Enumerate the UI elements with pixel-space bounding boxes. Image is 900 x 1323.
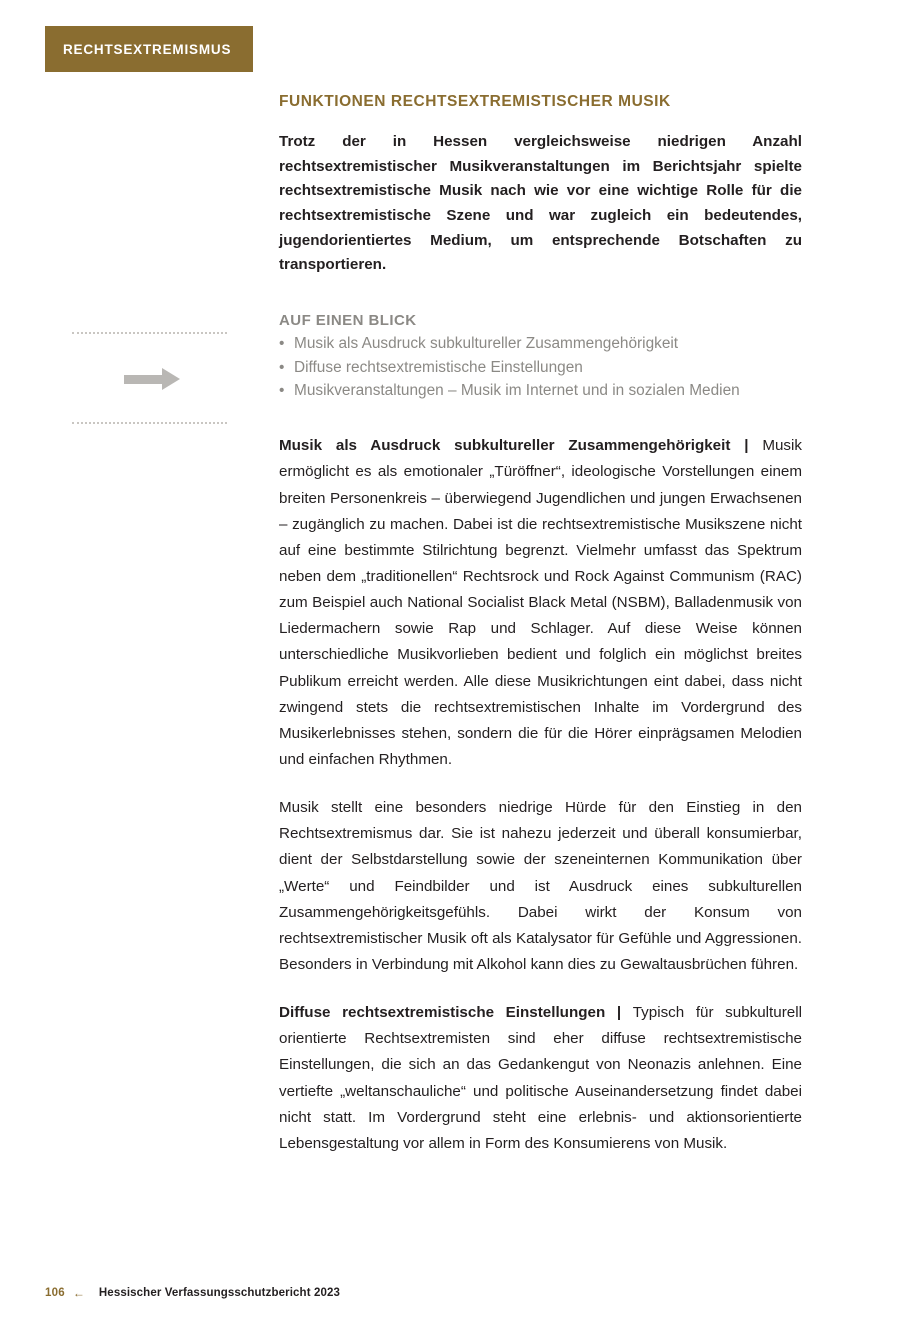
- paragraph-text: Typisch für subkulturell orientierte Rechtsextremisten sind eher diffuse rechtsextremistische Einstellungen, die sich an das Gedankengut von Neonazis anlehnen. Eine vertiefte „weltanschauliche“ und politische Auseinandersetzung findet dabei nicht statt. Im Vordergrund steht eine erlebnis- und aktionsorientierte Lebensgestaltung vor allem in Form des Konsumierens von Musik.: [279, 1004, 802, 1152]
- paragraph-runin: Musik als Ausdruck subkultureller Zusammengehörigkeit |: [279, 437, 763, 455]
- list-item-label: Musikveranstaltungen – Musik im Internet und in sozialen Medien: [294, 382, 740, 400]
- at-a-glance-title: AUF EINEN BLICK: [279, 311, 417, 329]
- document-title: Hessischer Verfassungsschutzbericht 2023: [98, 1287, 340, 1299]
- list-item: [279, 333, 802, 356]
- lead-paragraph: Trotz der in Hessen vergleichsweise niedrigen Anzahl rechtsextremistischer Musikveranstaltungen im Berichtsjahr spielte rechtsextremistische Musik nach wie vor eine wichtige Rolle für die rechtsextremistische Szene und war zugleich ein bedeutendes, jugendorientiertes Medium, um entsprechende Botschaften zu transportieren.: [279, 133, 802, 274]
- body-paragraph: [279, 433, 802, 773]
- main-content: [279, 92, 802, 1157]
- dotted-divider-top: [72, 332, 227, 334]
- paragraph-runin: Diffuse rechtsextremistische Einstellungen |: [279, 1004, 633, 1022]
- right-arrow-icon: [72, 348, 232, 410]
- paragraph-text: Musik ermöglicht es als emotionaler „Türöffner“, ideologische Vorstellungen einem breiten Personenkreis – überwiegend Jugendlichen und jungen Erwachsenen – zugänglich zu machen. Dabei ist die rechtsextremistische Musikszene nicht auf eine bestimmte Stilrichtung begrenzt. Vielmehr umfasst das Spektrum neben dem „traditionellen“ Rechtsrock und Rock Against Communism (RAC) zum Beispiel auch National Socialist Black Metal (NSBM), Balladenmusik von Liedermachern sowie Rap und Schlager. Auf diese Weise können unterschiedliche Musikvorlieben bedient und folglich ein möglichst breites Publikum erreicht werden. Alle diese Musikrichtungen eint dabei, dass nicht zwingend stets die rechtsextremistischen Inhalte im Vordergrund des Musikerlebnisses stehen, sondern die für die Hörer einprägsamen Melodien und einfachen Rhythmen.: [279, 437, 802, 768]
- page-footer: [45, 1287, 855, 1299]
- list-item-label: Diffuse rechtsextremistische Einstellungen: [294, 358, 583, 376]
- back-arrow-icon: ←: [72, 1286, 85, 1300]
- list-item: [279, 357, 802, 380]
- body-paragraph: [279, 1000, 802, 1157]
- body-paragraph: [279, 795, 802, 978]
- section-tab: [45, 26, 253, 72]
- page-title: FUNKTIONEN RECHTSEXTREMISTISCHER MUSIK: [279, 93, 671, 110]
- list-item-label: Musik als Ausdruck subkultureller Zusammengehörigkeit: [294, 334, 679, 352]
- section-tab-label: RECHTSEXTREMISMUS: [63, 41, 232, 57]
- margin-marker: [72, 332, 232, 424]
- at-a-glance-list: [279, 333, 802, 403]
- paragraph-text: Musik stellt eine besonders niedrige Hürde für den Einstieg in den Rechtsextremismus dar. Sie ist nahezu jederzeit und überall konsumierbar, dient der Selbstdarstellung sowie der szeneinternen Kommunikation über „Werte“ und Feindbilder und ist Ausdruck eines subkulturellen Zusammengehörigkeitsgefühls. Dabei wirkt der Konsum von rechtsextremistischer Musik oft als Katalysator für Gefühle und Aggressionen. Besonders in Verbindung mit Alkohol kann dies zu Gewaltausbrüchen führen.: [279, 799, 802, 973]
- page-number: 106: [45, 1287, 65, 1299]
- list-item: [279, 380, 802, 403]
- dotted-divider-bottom: [72, 422, 227, 424]
